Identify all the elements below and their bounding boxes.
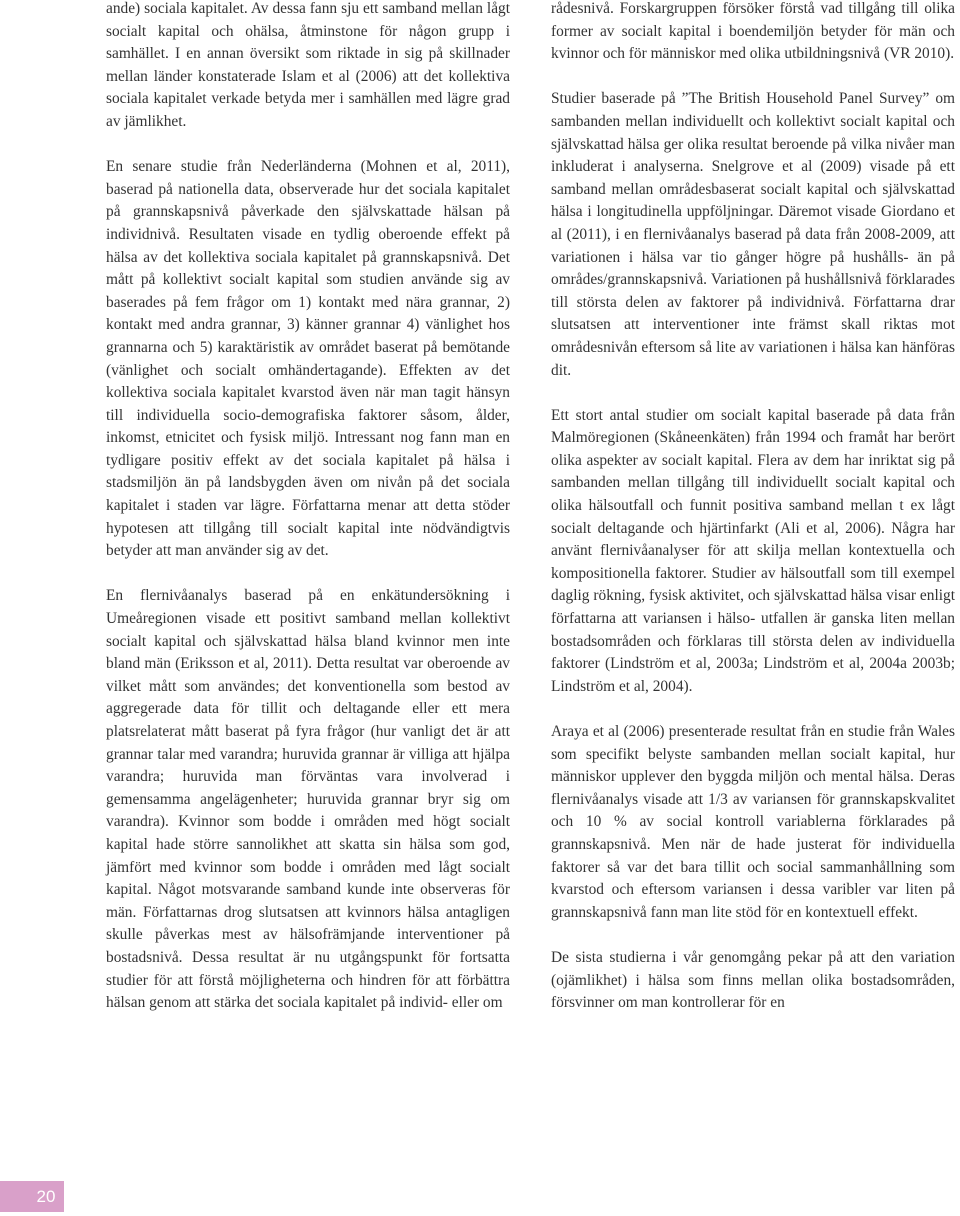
right-column bbox=[551, 0, 955, 1015]
paragraph-right-3: Ett stort antal studier om socialt kapital baserade på data från Malmöregionen (Skåneenkäten) från 1994 och framåt har berört olika aspekter av socialt kapital. Flera av dem har inriktat sig på sambanden mellan tillgång till individuellt socialt kapital och olika hälsoutfall och funnit positiva samband mellan t ex lågt socialt deltagande och hjärtinfarkt (Ali et al, 2006). Några har använt flernivåanalyser för att skilja mellan kontextuella och kompositionella faktorer. Studier av hälsoutfall som till exempel daglig rökning, fysisk aktivitet, och självskattad hälsa visar enligt författarna att variansen i hälso- utfallen är ganska liten mellan bostadsområden och förklaras till största delen av individuella faktorer (Lindström et al, 2003a; Lindström et al, 2004a 2003b; Lindström et al, 2004). bbox=[551, 406, 955, 695]
paragraph-right-5: De sista studierna i vår genomgång pekar på att den variation (ojämlikhet) i hälsa som finns mellan olika bostadsområden, försvinner om man kontrollerar för en bbox=[551, 948, 955, 1012]
page-number: 20 bbox=[36, 1187, 56, 1206]
paragraph-right-4: Araya et al (2006) presenterade resultat från en studie från Wales som specifikt belyste sambanden mellan socialt kapital, hur människor upplever den byggda miljön och mental hälsa. Deras flernivåanalys visade att 1/3 av variansen för grannskapskvalitet och 10 % av social kontroll variablerna förklarades på grannskapsnivå. Men när de hade justerat för individuella faktorer så var det bara tillit och social sammanhållning som kvarstod och eftersom variansen i dessa varibler var liten på grannskapsnivå fann man lite stöd för en kontextuell effekt. bbox=[551, 723, 955, 921]
paragraph-left-3: En flernivåanalys baserad på en enkätundersökning i Umeåregionen visade ett positivt samband mellan kollektivt socialt kapital och självskattad hälsa bland kvinnor men inte bland män (Eriksson et al, 2011). Detta resultat var oberoende av vilket mått som användes; det konventionella som bestod av aggregerade data för tillit och deltagande eller ett mera platsrelaterat mått baserat på fyra frågor (hur vanligt det är att grannar talar med varandra; huruvida grannar är villiga att hjälpa varandra; huruvida man förväntas vara involverad i gemensamma angelägenheter; huruvida grannar bryr sig om varandra). Kvinnor som bodde i områden med högt socialt kapital hade större sannolikhet att skatta sin hälsa som god, jämfört med kvinnor som bodde i områden med lågt socialt kapital. Något motsvarande samband kunde inte observeras för män. Författarnas drog slutsatsen att kvinnors hälsa antagligen skulle påverkas mest av hälsofrämjande interventioner på bostadsnivå. Dessa resultat är nu utgångspunkt för fortsatta studier för att förstå möjligheterna och hindren för att förbättra hälsan genom att stärka det sociala kapitalet på individ- eller om bbox=[106, 587, 510, 1012]
left-column bbox=[106, 0, 510, 1015]
paragraph-right-2: Studier baserade på ”The British Household Panel Survey” om sambanden mellan individuellt och kollektivt socialt kapital och självskattad hälsa ger olika resultat beroende på vilka nivåer man inkluderat i analyserna. Snelgrove et al (2009) visade på ett samband mellan områdesbaserat socialt kapital och självskattad hälsa i longitudinella uppföljningar. Däremot visade Giordano et al (2011), i en flernivåanalys baserad på data från 2008-2009, att variationen i hälsa var tio gånger högre på hushålls- än på områdes/grannskapsnivå. Variationen på hushållsnivå förklarades till största delen av faktorer på individnivå. Författarna drar slutsatsen att interventioner inte främst skall riktas mot områdesnivån eftersom så lite av variationen i hälsa kan hänföras dit. bbox=[551, 90, 955, 379]
paragraph-right-1: rådesnivå. Forskargruppen försöker förstå vad tillgång till olika former av socialt kapital i boendemiljön betyder för män och kvinnor och för människor med olika utbildningsnivå (VR 2010). bbox=[551, 0, 955, 63]
paragraph-left-1: ande) sociala kapitalet. Av dessa fann sju ett samband mellan lågt socialt kapital och ohälsa, åtminstone för någon grupp i samhället. I en annan översikt som riktade in sig på skillnader mellan länder konstaterade Islam et al (2006) att det kollektiva sociala kapitalet verkade betyda mer i samhällen med lägre grad av jämlikhet. bbox=[106, 0, 510, 130]
paragraph-left-2: En senare studie från Nederländerna (Mohnen et al, 2011), baserad på nationella data, observerade hur det sociala kapitalet på grannskapsnivå påverkade den självskattade hälsan på individnivå. Resultaten visade en tydlig oberoende effekt på hälsa av det kollektiva sociala kapitalet på grannskapsnivå. Det mått på kollektivt socialt kapital som studien använde sig av baserades på fem frågor om 1) kontakt med nära grannar, 2) kontakt med andra grannar, 3) känner grannar 4) vänlighet hos grannarna och 5) karaktäristik av området baserat på bemötande (vänlighet och socialt omhändertagande). Effekten av det kollektiva sociala kapitalet kvarstod även när man tagit hänsyn till individuella socio-demografiska faktorer såsom, ålder, inkomst, etnicitet och fysisk miljö. Intressant nog fann man en tydligare positiv effekt av det sociala kapitalet på hälsa i stadsmiljön än på landsbygden även om nivån på det sociala kapitalet i staden var lägre. Författarna menar att detta stöder hypotesen att tillgång till socialt kapital inte nödvändigtvis betyder att man använder sig av det. bbox=[106, 158, 510, 560]
